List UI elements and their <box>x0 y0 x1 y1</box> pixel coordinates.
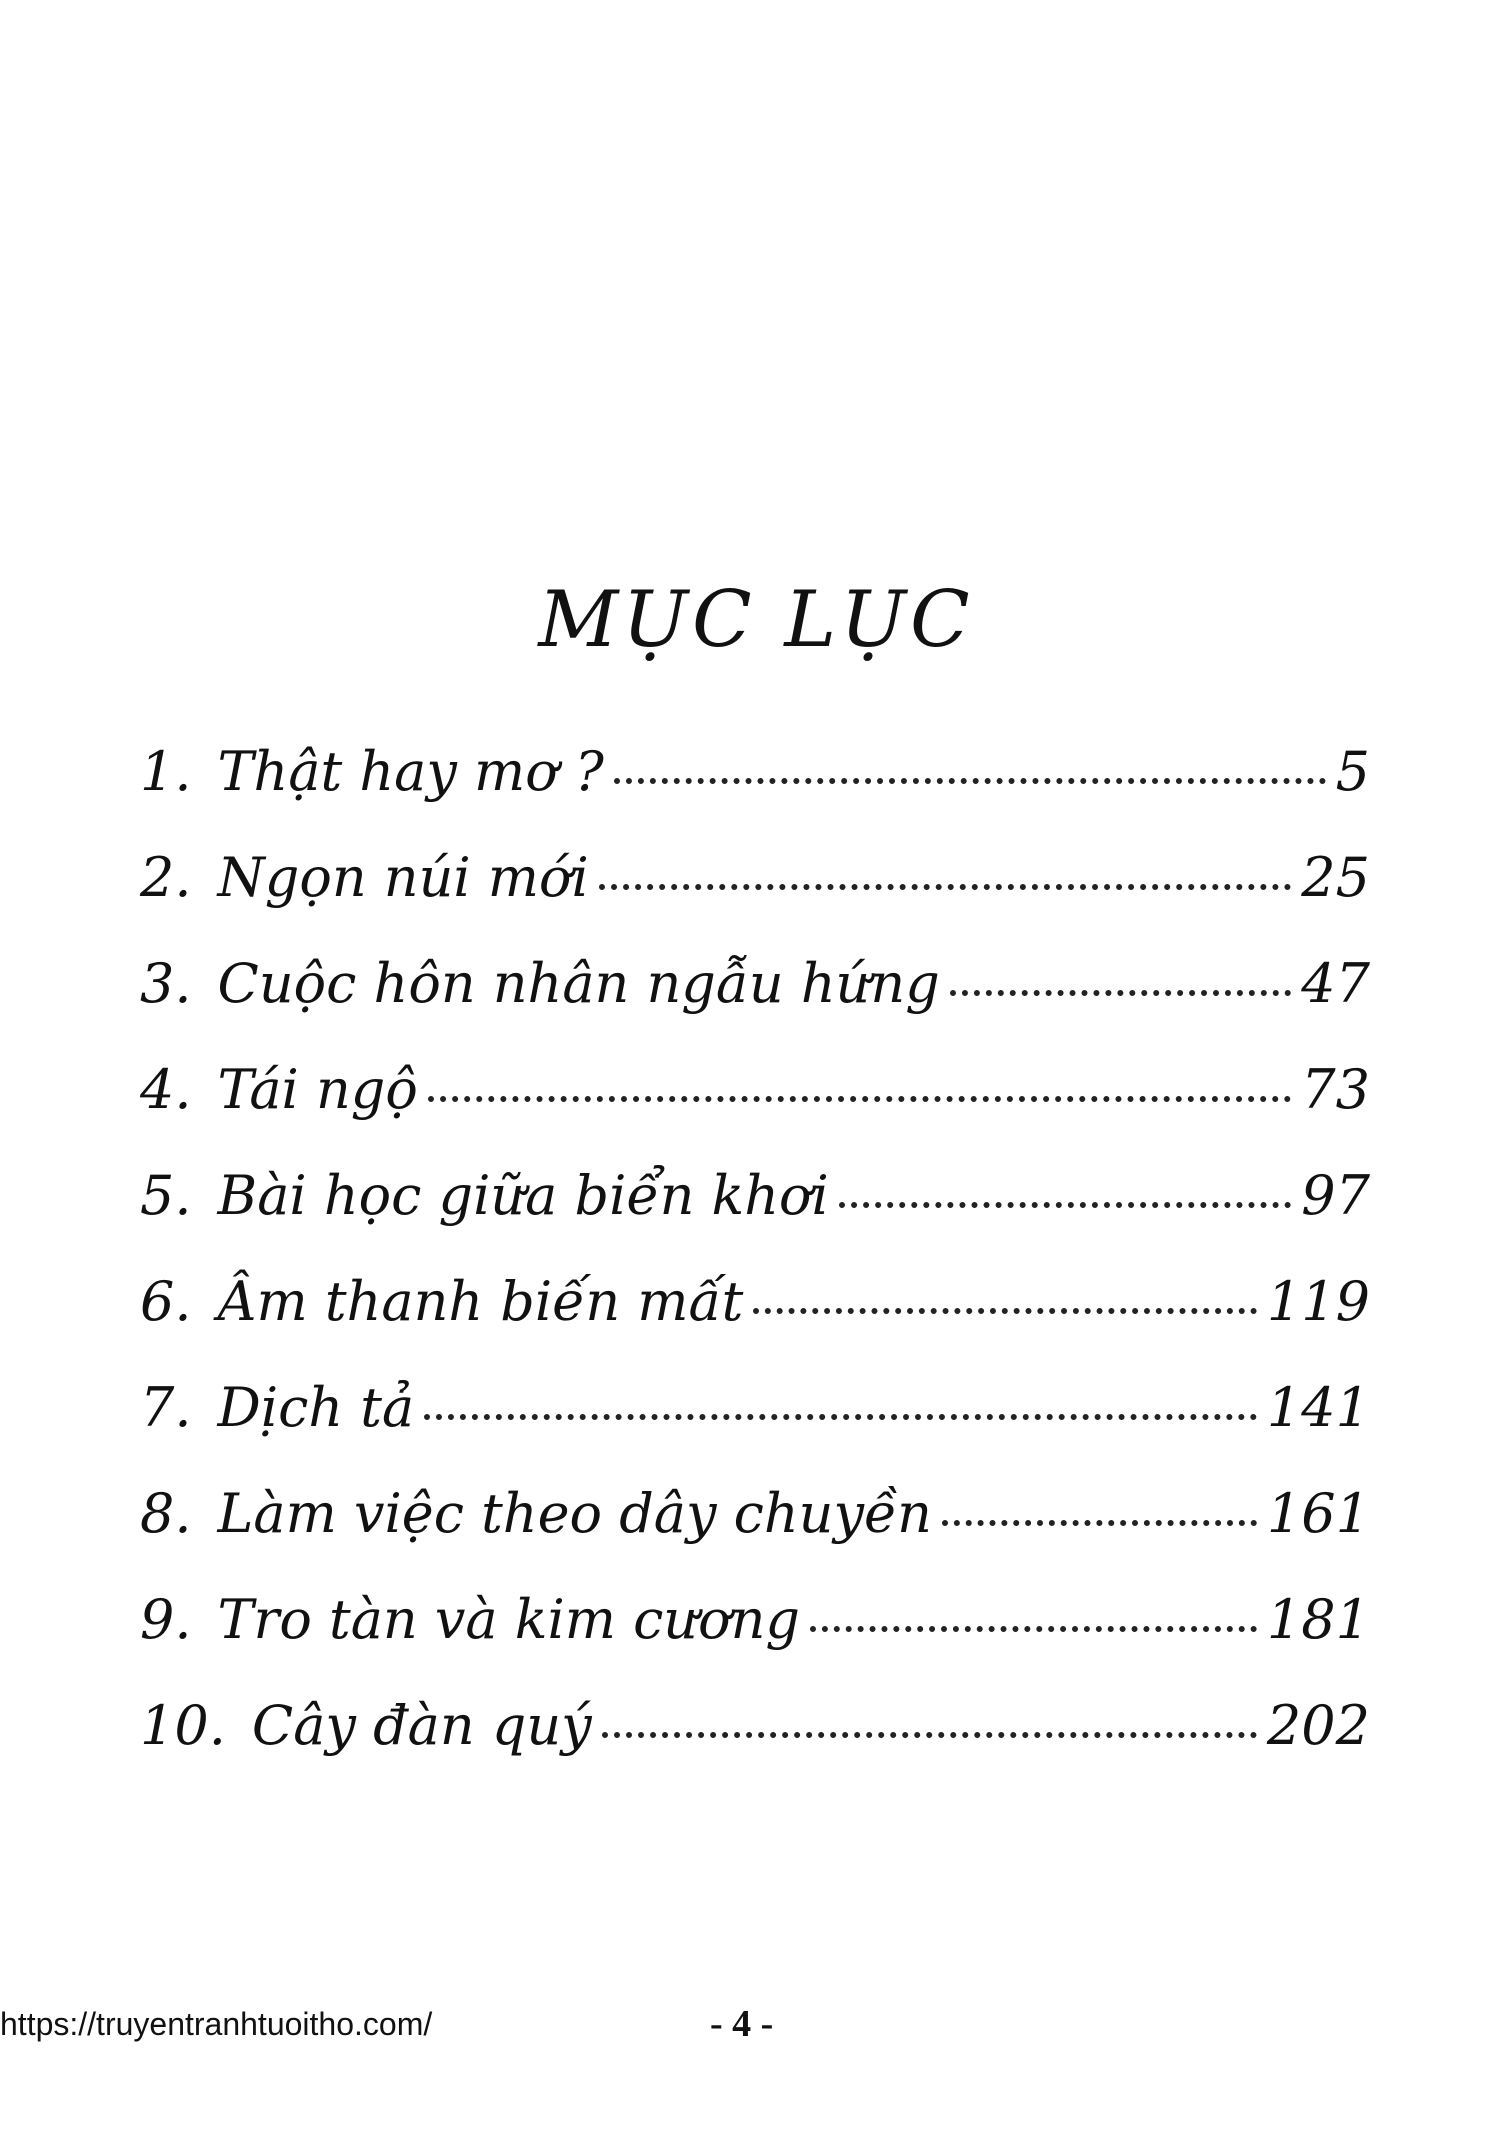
table-of-contents <box>140 740 1370 1800</box>
toc-entry-title: Làm việc theo dây chuyền <box>217 1482 932 1545</box>
toc-entry-page: 181 <box>1266 1588 1370 1651</box>
toc-entry-title: Âm thanh biến mất <box>217 1270 744 1333</box>
dot-leader <box>428 1096 1291 1102</box>
toc-entry-number: 2. <box>140 846 192 909</box>
toc-entry-number: 8. <box>140 1482 192 1545</box>
toc-entry-title: Cây đàn quý <box>251 1694 592 1757</box>
toc-entry <box>140 1694 1370 1800</box>
dot-leader <box>602 1732 1257 1738</box>
toc-entry-number: 5. <box>140 1164 192 1227</box>
toc-entry-page: 119 <box>1266 1270 1370 1333</box>
toc-entry-number: 9. <box>140 1588 192 1651</box>
toc-entry <box>140 1588 1370 1694</box>
toc-entry-page: 141 <box>1266 1376 1370 1439</box>
source-url: https://truyentranhtuoitho.com/ <box>0 2006 433 2042</box>
toc-entry-title: Tái ngộ <box>217 1058 418 1121</box>
toc-entry <box>140 952 1370 1058</box>
toc-entry-page: 47 <box>1301 952 1370 1015</box>
toc-entry-title: Bài học giữa biển khơi <box>217 1164 829 1227</box>
toc-entry <box>140 1376 1370 1482</box>
toc-entry-title: Thật hay mơ ? <box>217 740 604 803</box>
toc-entry <box>140 846 1370 952</box>
toc-entry <box>140 1270 1370 1376</box>
dot-leader <box>942 1520 1257 1526</box>
page-title: MỤC LỤC <box>538 575 974 665</box>
toc-entry-page: 25 <box>1301 846 1370 909</box>
toc-entry-number: 1. <box>140 740 192 803</box>
toc-entry-number: 10. <box>140 1694 226 1757</box>
dot-leader <box>599 884 1292 890</box>
dot-leader <box>424 1414 1257 1420</box>
dot-leader <box>614 778 1326 784</box>
toc-entry-page: 161 <box>1266 1482 1370 1545</box>
toc-entry-page: 5 <box>1335 740 1370 803</box>
toc-entry <box>140 1058 1370 1164</box>
toc-entry-page: 202 <box>1266 1694 1370 1757</box>
dot-leader <box>839 1202 1291 1208</box>
toc-entry-title: Cuộc hôn nhân ngẫu hứng <box>217 952 940 1015</box>
dot-leader <box>810 1626 1257 1632</box>
toc-entry-number: 7. <box>140 1376 192 1439</box>
toc-entry <box>140 1164 1370 1270</box>
toc-entry <box>140 1482 1370 1588</box>
toc-entry-page: 73 <box>1301 1058 1370 1121</box>
toc-entry-title: Ngọn núi mới <box>217 846 589 909</box>
toc-entry-title: Dịch tả <box>217 1376 415 1439</box>
toc-entry-page: 97 <box>1301 1164 1370 1227</box>
toc-entry-title: Tro tàn và kim cương <box>217 1588 800 1651</box>
toc-entry <box>140 740 1370 846</box>
dot-leader <box>950 990 1292 996</box>
toc-entry-number: 4. <box>140 1058 192 1121</box>
toc-entry-number: 6. <box>140 1270 192 1333</box>
toc-entry-number: 3. <box>140 952 192 1015</box>
dot-leader <box>753 1308 1257 1314</box>
page-number: - 4 - <box>710 2003 774 2045</box>
